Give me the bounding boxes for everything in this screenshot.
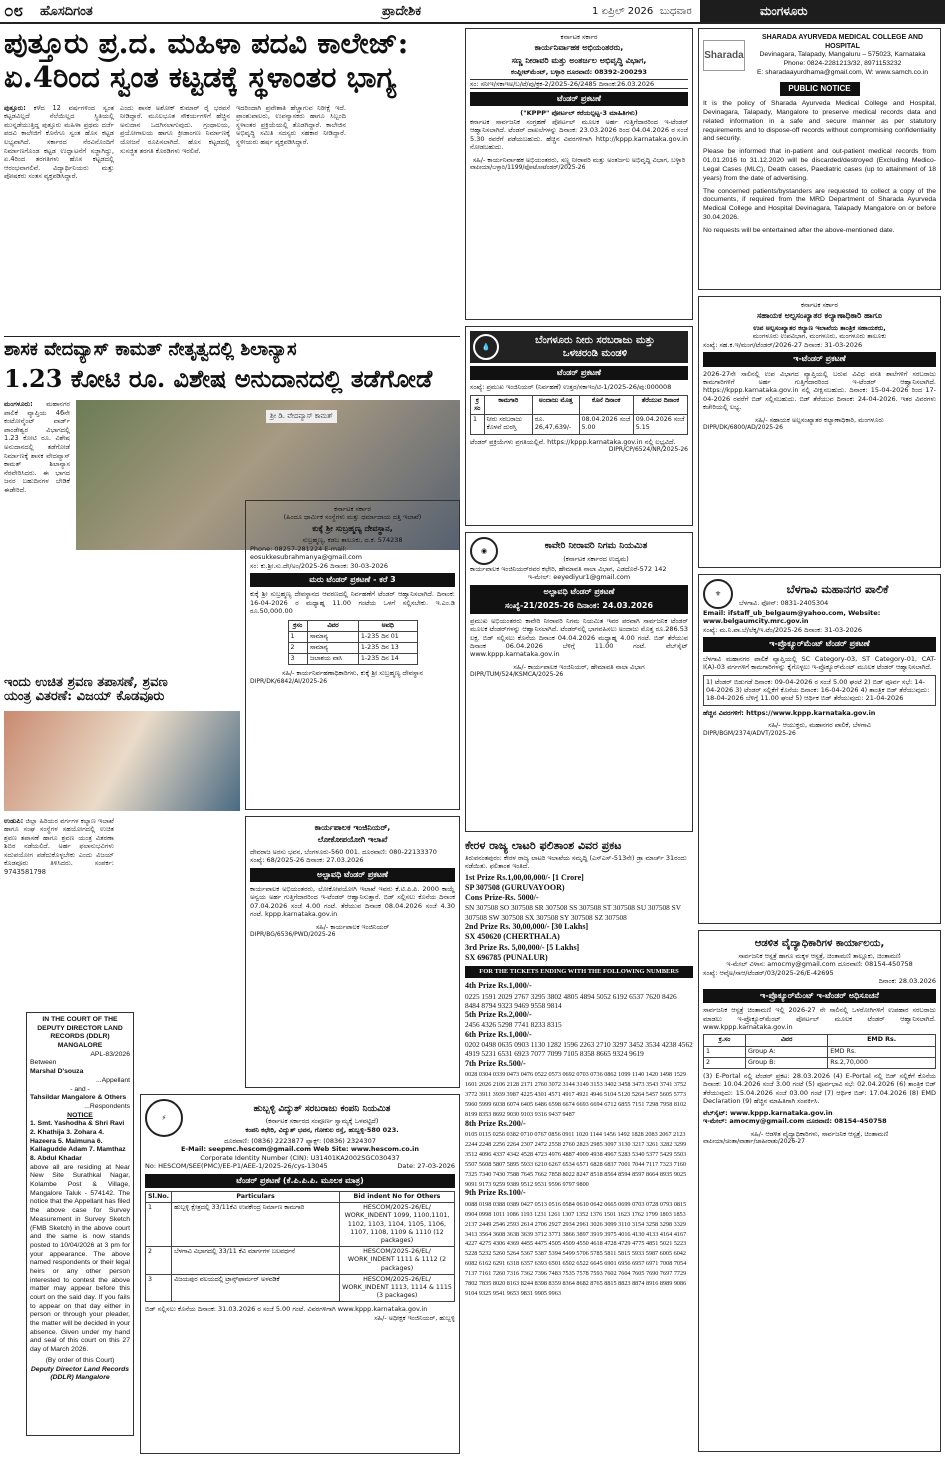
belagavi-logo-icon: ⚜: [703, 579, 733, 609]
belagavi-bar: ಇ-ಪ್ರೊಕ್ಯೂರ್‌ಮೆಂಟ್ ಟೆಂಡರ್ ಪ್ರಕಟಣೆ: [703, 637, 936, 651]
mi-body: ಕರ್ನಾಟಕ ಸಾರ್ವಜನಿಕ ಸಂಗ್ರಹಣೆ ಪೋರ್ಟಲ್ ಮೂಲಕ ಅರ್ಹ ಗುತ್ತಿಗೆದಾರರಿಂದ ಇ-ಟೆಂಡರ್ ಆಹ್ವಾನಿಸಲಾಗಿದೆ. ಟೆಂಡರ್ ದಾಖಲೆಗಳನ್ನು ದಿನಾಂಕ: 23.03.2026 ರಿಂದ 04.04.2026 ರ ಸಂಜೆ 5.30 ರವರೆಗೆ ಪಡೆಯಬಹುದು. ಹೆಚ್ಚಿನ ವಿವರಗಳಿಗಾಗಿ http://kppp.karnataka.gov.in ನೋಡಬಹುದು.: [470, 117, 688, 152]
kaveri-sign: ಸಹಿ/- ಕಾರ್ಯಪಾಲಕ ಇಂಜಿನಿಯರ್, ಹೇಮಾವತಿ ನಾಲಾ ವಿಭಾಗ: [513, 662, 645, 671]
masthead: [0, 0, 945, 24]
sharada-phone: Phone: 0824-2281213/32, 8971153232: [783, 60, 902, 68]
kaveri-address: ಕಾರ್ಯಪಾಲಕ ಇಂಜಿನಿಯರ್‌ರವರ ಕಛೇರಿ, ಹೇಮಾವತಿ ನಾಲಾ ವಿಭಾಗ, ಎಡದೊರೆ-572 142: [470, 565, 667, 573]
lottery-p9: 9th Prize Rs.100/-: [465, 1188, 526, 1198]
hosp-sub: ಸಾರ್ವಜನಿಕ ಆಸ್ಪತ್ರೆ ಹಾಗೂ ಮಕ್ಕಳ ಆಸ್ಪತ್ರೆ, ಚಿಂತಾಮಣಿ ತಾಲ್ಲೂಕು, ಚಿಂತಾಮಣಿ: [738, 952, 901, 960]
kaveri-email: ಇ-ಮೇಲ್: eeyediyur1@gmail.com: [527, 573, 631, 582]
story-college: [4, 28, 460, 328]
belagavi-web2: ಹೆಚ್ಚಿನ ವಿವರಗಳಿಗೆ: https://www.kppp.karnataka.gov.in: [703, 708, 876, 717]
sharada-name: SHARADA AYURVEDA MEDICAL COLLEGE AND HOSPITAL: [761, 34, 923, 51]
lottery-p5: 5th Prize Rs.2,000/-: [465, 1010, 532, 1020]
belagavi-list: 1) ಟೆಂಡರ್ ಬಿಡುಗಡೆ ದಿನಾಂಕ: 09-04-2026 ರ ಸಂಜೆ 5.00 ಘಂಟೆ 2) ಬಿಡ್ ಪೂರ್ವ ಸಭೆ: 14-04-2026 3) ಟೆಂಡರ್ ಸಲ್ಲಿಕೆಗೆ ಕೊನೆಯ ದಿನಾಂಕ: 16-04-2026 4) ತಾಂತ್ರಿಕ ಬಿಡ್ ತೆರೆಯುವುದು: 18-04-2026 ಬೆಳಿಗ್ಗೆ 11.00 ಘಂಟೆ 5) ಆರ್ಥಿಕ ಬಿಡ್ ತೆರೆಯುವುದು: 21-04-2026: [703, 675, 936, 706]
hescom-ref-no: No: HESCOM/SEE(PMC)/EE-P1/AEE-1/2025-26/cys-13045: [145, 1162, 328, 1171]
hescom-bar: ಟೆಂಡರ್ ಪ್ರಕಟಣೆ (ಕೆ.ಪಿ.ಪಿ.ಪಿ. ಮೂಲಕ ಮಾತ್ರ): [145, 1174, 455, 1188]
hescom-table: [145, 1191, 455, 1302]
cell: ಸಾಮಾನ್ಯ: [307, 643, 358, 654]
court-notice-title: NOTICE: [67, 1111, 93, 1119]
section-title: ಪ್ರಾದೇಶಿಕ: [382, 4, 422, 19]
story-wall-dateline: ಮಂಗಳೂರು:: [4, 400, 33, 409]
cell: 1: [288, 631, 307, 642]
hescom-ref-date: Date: 27-03-2026: [397, 1162, 455, 1171]
sharada-notice: PUBLIC NOTICE: [780, 82, 860, 96]
table-row: [146, 1247, 455, 1275]
mw-dipr: DIPR/DK/6800/AD/2025-26: [703, 424, 783, 432]
lottery-bar: FOR THE TICKETS ENDING WITH THE FOLLOWING NUMBERS: [465, 966, 693, 978]
pwd-sign: ಸಹಿ/- ಕಾರ್ಯಪಾಲಕ ಇಂಜಿನಿಯರ್: [315, 922, 390, 931]
mi-dept: ಸಣ್ಣ ನೀರಾವರಿ ಮತ್ತು ಅಂತರ್ಜಲ ಅಭಿವೃದ್ಧಿ ವಿಭಾಗ,: [511, 55, 647, 65]
cell: 1-235 ದಿನ 13: [358, 643, 417, 654]
lottery-p2: 2nd Prize Rs. 30,00,000/- [30 Lakhs]: [465, 922, 589, 932]
belagavi-sign: ಸಹಿ/- ಆಯುಕ್ತರು, ಮಹಾನಗರ ಪಾಲಿಕೆ, ಬೆಳಗಾವಿ: [768, 721, 871, 730]
bwssb-ref: ಸಂಖ್ಯೆ: ಪ್ರಮುಖ ಇಂಜಿನಿಯರ್ (ನಿರ್ವಹಣೆ) ಉತ್ತರ/ಸಕಾಇಂ/ಟಿ-1/2025-26/ಪು:000008: [470, 383, 672, 392]
court-and: - and -: [70, 1085, 90, 1093]
belagavi-dipr: DIPR/BGM/2374/ADVT/2025-26: [703, 729, 796, 737]
lottery-p6-numbers: 0202 0498 0635 0903 1130 1282 1596 2263 2710 3297 3452 3534 4238 4562 4919 5231 6531 6923 7077 7099 7105 8358 8665 9324 9619: [465, 1040, 693, 1059]
kukke-org: ಕರ್ನಾಟಕ ಸರ್ಕಾರ: [334, 505, 371, 513]
hescom-email: E-Mail: seepmc.hescom@gmail.com Web Site: www.hescom.co.in: [180, 1145, 420, 1154]
mi-dipr: ವಾಪೀಯಾ/ಬಳ್ಳಾರಿ/1199/ಫೋಟೋಟೆಂಡರ್/2025-26: [470, 164, 586, 172]
mw-sign: ಸಹಿ/- ಸಹಾಯಕ ಅಲ್ಪಸಂಖ್ಯಾತರ ಕಲ್ಯಾಣಾಧಿಕಾರಿ, ಮಂಗಳೂರು: [755, 415, 884, 424]
page-number: ೦೮: [4, 1, 24, 21]
story-wall-kicker: ಶಾಸಕ ವೇದವ್ಯಾಸ್ ಕಾಮತ್ ನೇತೃತ್ವದಲ್ಲಿ ಶಿಲಾನ್ಯಾಸ: [4, 339, 297, 360]
kukke-th: ಅವಧಿ: [358, 620, 417, 631]
cell: ಜಲಾಶಯ ವಾಸಿ: [307, 654, 358, 665]
belagavi-title: ಬೆಳಗಾವಿ ಮಹಾನಗರ ಪಾಲಿಕೆ: [786, 582, 889, 596]
hosp-sign: ಸಹಿ/- ಆಡಳಿತ ವೈದ್ಯಾಧಿಕಾರಿಗಳು, ಸಾರ್ವಜನಿಕ ಆಸ್ಪತ್ರೆ, ಚಿಂತಾಮಣಿ: [750, 1129, 889, 1138]
cell: HESCOM/2025-26/EL/ WORK_INDENT 1099, 1100,1101, 1102, 1103, 1104, 1105, 1106, 1107, 1108, 1109 & 1110 (12 packages): [340, 1203, 455, 1247]
kukke-sub: (ಹಿಂದೂ ಧಾರ್ಮಿಕ ಸಂಸ್ಥೆಗಳು ಮತ್ತು ಧರ್ಮಾದಾಯ ದತ್ತಿ ಇಲಾಖೆ): [283, 513, 422, 522]
lottery-p1: 1st Prize Rs.1,00,00,000/- [1 Crore]: [465, 872, 584, 882]
sharada-p1: It is the policy of Sharada Ayurveda Medical College and Hospital, Devinagara, Talapady, Mangalore to preserve medical records data and related information in a safe and secure manner as per statutory requirements and to dispose-off records without compromising confidentiality and security.: [703, 100, 936, 143]
cell: 2: [146, 1247, 172, 1275]
court-respondent-role: ...Respondents: [84, 1102, 130, 1110]
kaveri-title: ಕಾವೇರಿ ನೀರಾವರಿ ನಿಗಮ ನಿಯಮಿತ: [544, 540, 648, 551]
mw-ref: ಸಂಖ್ಯೆ: ಸಹ.ಕ.ಇ/ಮಂಗ/ಟೆಂಡರ್/2026-27 ದಿನಾಂಕ: 31-03-2026: [703, 340, 863, 349]
hosp-list: (3) E-Portal ನಲ್ಲಿ ಟೆಂಡರ್ ಪ್ರಕಟ: 28.03.2026 (4) E-Portal ನಲ್ಲಿ ಬಿಡ್ ಸಲ್ಲಿಕೆಗೆ ಕೊನೆಯ ದಿನಾಂಕ: 10.04.2026 ಸಂಜೆ 3.00 ಗಂಟೆ (5) ಪೂರ್ವಭಾವಿ ಸಭೆ: 02.04.2026 (6) ತಾಂತ್ರಿಕ ಬಿಡ್ ತೆರೆಯುವುದು: 15.04.2026 ಸಂಜೆ 03.00 ಗಂಟೆ (7) ಆರ್ಥಿಕ ಬಿಡ್: 17.04.2026 (8) EMD Declaration (9) ಹೆಚ್ಚಿನ ಮಾಹಿತಿಗಾಗಿ ಸಂಪರ್ಕಿಸಿ.: [703, 1071, 936, 1106]
mi-org: ಕರ್ನಾಟಕ ಸರ್ಕಾರ: [560, 33, 598, 41]
table-row: [704, 1057, 936, 1068]
mw-title: ಸಹಾಯಕ ಅಲ್ಪಸಂಖ್ಯಾತರ ಕಲ್ಯಾಣಾಧಿಕಾರಿ ಹಾಗೂ: [757, 311, 882, 321]
bwssb-bar: ಟೆಂಡರ್ ಪ್ರಕಟಣೆ: [470, 366, 688, 380]
kukke-temple: ಕುಕ್ಕೆ ಶ್ರೀ ಸುಬ್ರಹ್ಮಣ್ಯ ದೇವಸ್ಥಾನ,: [312, 523, 393, 533]
lottery-p7-numbers: 0028 0304 0339 0473 0476 0522 0573 0692 0703 0736 0862 1099 1140 1420 1498 1529 1601 2026 2106 2128 2171 2760 3072 3144 3149 3153 3402 3458 3473 3543 3741 3752 3772 3911 3939 3987 4225 4301 4571 4917 4921 4946 5104 5120 5264 5457 5605 5773 5960 5999 6038 6074 6405 6486 6598 6674 6693 6694 6712 6855 7151 7298 7958 8102 8199 8353 8692 9030 9103 9316 9437 9487: [465, 1070, 687, 1118]
story-wall-photo-banner: ಶ್ರೀ ಡಿ. ವೇದವ್ಯಾಸ್ ಕಾಮತ್: [266, 410, 337, 423]
lottery-p4: 4th Prize Rs.1,000/-: [465, 981, 532, 991]
cell: ಬೆಳಗಾವಿ ವಿಭಾಗದಲ್ಲಿ 33/11 ಕೆವಿ ಮಾರ್ಗಗಳ ಬಲವರ್ಧನೆ: [172, 1247, 340, 1275]
court-notice: [26, 1012, 134, 1436]
bwssb-footer: ಟೆಂಡರ್ ಪ್ರಕ್ರಿಯೆಗಳು ಪ್ರಗತಿಯಲ್ಲಿವೆ. https://kppp.karnataka.gov.in ನಲ್ಲಿ ಲಭ್ಯವಿದೆ.: [470, 437, 676, 446]
court-sign-1: (By order of this Court): [45, 1356, 115, 1364]
ad-kukke-temple: [245, 500, 460, 810]
ad-belagavi: [698, 574, 941, 924]
ad-pwd: [245, 816, 460, 1088]
table-row: [704, 1046, 936, 1057]
court-names: 1. Smt. Yashodha & Shri Ravi 2. Khathija 3. Zohara 4. Hazeera 5. Maimuna 6. Kallagudde Adam 7. Mamthaz 8. Abdul Khadar: [30, 1120, 126, 1162]
story-college-headline-2: ಏ.4ರಿಂದ ಸ್ವಂತ ಕಟ್ಟಡಕ್ಕೆ ಸ್ಥಳಾಂತರ ಭಾಗ್ಯ: [4, 59, 397, 94]
cell: 1: [146, 1203, 172, 1247]
cell: Group A:: [745, 1046, 827, 1057]
ad-hescom: [140, 1094, 460, 1454]
mw-office: ಉಪ ಅಲ್ಪಸಂಖ್ಯಾತರ ಕಲ್ಯಾಣ ಇಲಾಖೆಯ ತಾಂತ್ರಿಕ ಸಹಾಯಕರು,: [753, 323, 886, 332]
table-row: [146, 1203, 455, 1247]
cell: 1-235 ದಿನ 01: [358, 631, 417, 642]
story-hearing: [4, 676, 240, 1006]
hescom-th: Bid indent No for Others: [340, 1192, 455, 1203]
bwssb-th: ಕೊನೆ ದಿನಾಂಕ: [579, 395, 633, 414]
hosp-web: ವೆಬ್‌ಸೈಟ್: www.kppp.karnataka.gov.in: [703, 1108, 833, 1117]
cell: ಸಾಮಾನ್ಯ: [307, 631, 358, 642]
lottery-cons-winners: SN 307508 SO 307508 SR 307508 SS 307508 ST 307508 SU 307508 SV 307508 SW 307508 SX 307508 SY 307508 SZ 307508: [465, 903, 681, 922]
court-body: above all are residing at Near New Site Surathkal Nagar, Kolambe Post & Village, Mangalore Taluk - 574142. The notice that the Appellant has filed the above case for Survey Measurement in Survey Sketch (FMB Sketch) in the above court and the same is now stands posted to 10/04/2026 at 3 pm for your appearance. The above named respondents or their legal heirs or any other person interested to contest the above matter may appear before this court on the said day. If you fails to appear on that day either in person or through your pleader, the matter will be decided in your absence. Given under my hand and seal of this court on this 27 day of March 2026.: [30, 1163, 130, 1354]
kukke-contact: Phone: 08257-281224 E-mail: eosukkesubrahmanya@gmail.com: [250, 544, 362, 562]
kukke-dipr: DIPR/DK/6842/AI/2025-26: [250, 677, 328, 685]
story-hearing-photo: [4, 711, 240, 811]
kaveri-dipr: DIPR/TUM/524/KSMCA/2025-26: [470, 671, 564, 679]
cell: ನೀರು ಸರಬರಾಜು ಕೊಳವೆ ದುರಸ್ತಿ: [484, 415, 532, 434]
bwssb-title-2: ಒಳಚರಂಡಿ ಮಂಡಳಿ: [562, 348, 628, 359]
newspaper-name: ಹೊಸದಿಗಂತ: [40, 4, 93, 19]
pwd-address: ದೇವರಾಜ ಅರಸು ಭವನ, ಬೆಂಗಳೂರು-560 001. ದೂರವಾಣಿ: 080-22133370: [250, 847, 437, 856]
hescom-cin: Corporate Identity Number (CIN): U31401KA2002SGC030437: [200, 1153, 400, 1162]
bwssb-th: ಕ್ರ ಸಂ: [471, 395, 485, 414]
kukke-bar: ಮರು ಟೆಂಡರ್ ಪ್ರಕಟಣೆ - ಕರೆ 3: [250, 573, 455, 587]
cell: EMD Rs.: [828, 1046, 936, 1057]
cell: 1: [704, 1046, 746, 1057]
lottery-p8: 8th Prize Rs.200/-: [465, 1118, 526, 1128]
sharada-address: Devinagara, Talapady, Mangaluru – 575023, Karnataka: [759, 51, 926, 59]
hescom-th: Particulars: [172, 1192, 340, 1203]
kukke-th: ಕ್ರಸಂ: [288, 620, 307, 631]
hosp-ref: ಸಂಖ್ಯೆ: ಆವೈಅ/ಸಾಆ/ಟೆಂಡರ್/03/2025-26/E-42695: [703, 968, 834, 977]
mw-org: ಕರ್ನಾಟಕ ಸರ್ಕಾರ: [801, 301, 838, 309]
ad-sharada: [698, 28, 941, 290]
kaveri-logo-icon: ◉: [470, 537, 498, 565]
cell: 1: [471, 415, 485, 434]
lottery-p9-numbers: 0088 0198 0388 0389 0427 0513 0516 0584 0610 0642 0665 0699 0703 0728 0793 0815 0904 0998 1011 1086 1193 1231 1261 1307 1352 1376 1501 1623 1762 1799 1803 1853 2137 2449 2546 2593 2614 2706 2927 2934 2961 3026 3099 3110 3154 3258 3298 3329 3413 3564 3608 3638 3639 3712 3771 3866 3897 3919 3975 4016 4130 4133 4164 4167 4227 4275 4306 4369 4455 4475 4505 4509 4550 4618 4728 4729 4775 4851 5021 5223 5228 5232 5260 5264 5367 5387 5394 5499 5706 5785 5811 5815 5933 5987 6005 6042 6082 6162 6291 6318 6357 6393 6501 6502 6522 6645 6901 6956 6957 6971 7008 7054 7137 7161 7260 7316 7362 7396 7483 7535 7578 7593 7602 7604 7605 7690 7697 7729 7802 7835 8020 8163 8244 8398 8359 8364 8682 8765 8815 8823 8874 8916 8989 9086 9104 9325 9541 9653 9831 9905 9963: [465, 1200, 687, 1298]
bwssb-th: ಕಾಮಗಾರಿ: [484, 395, 532, 414]
mw-address: ಮಂಗಳೂರು ಉಪವಿಭಾಗ, ಮಂಗಳೂರು, ಮಂಗಳೂರು ತಾಲೂಕು: [752, 332, 887, 341]
edition-city: ಮಂಗಳೂರು: [700, 0, 945, 22]
kukke-th: ವಿವರ: [307, 620, 358, 631]
ad-minor-irrigation: [465, 28, 693, 320]
story-hearing-headline-2: ಯಂತ್ರ ವಿತರಣೆ: ವಿಜಯ್ ಕೊಡವೂರು: [4, 689, 165, 705]
mi-address: ಕಂಪ್ಲೀಟ್‌ಮೆಂಟ್, ಬಳ್ಳಾರಿ ದೂರವಾಣಿ: 08392-200293: [511, 68, 647, 77]
hosp-email: ಇ-ಮೇಲ್ ವಿಳಾಸ: amocmy@gmail.com ದೂರವಾಣಿ: 08154-450758: [726, 960, 913, 969]
kukke-sign: ಸಹಿ/- ಕಾರ್ಯನಿರ್ವಹಣಾಧಿಕಾರಿಗಳು, ಕುಕ್ಕೆ ಶ್ರೀ ಸುಬ್ರಹ್ಮಣ್ಯ ದೇವಸ್ಥಾನ: [282, 669, 423, 678]
lottery-p5-numbers: 2456 4326 5298 7741 8233 8315: [465, 1020, 562, 1030]
lottery-p3: 3rd Prize Rs. 5,00,000/- [5 Lakhs]: [465, 942, 580, 952]
sharada-p3: The concerned patients/bystanders are requested to collect a copy of the documents, if required from the MRD Department of Sharada Ayurveda Medical College and Hospital Devinagara, Talapady Mangalore on or before 30.04.2026.: [703, 187, 936, 221]
story-wall-headline: 1.23 ಕೋಟಿ ರೂ. ವಿಶೇಷ ಅನುದಾನದಲ್ಲಿ ತಡೆಗೋಡೆ: [4, 363, 433, 393]
hescom-sign: ಸಹಿ/- ಅಧೀಕ್ಷಕ ಇಂಜಿನಿಯರ್, ಹುಬ್ಬಳ್ಳಿ: [374, 1313, 455, 1322]
cell: 3: [288, 654, 307, 665]
court-sign-2: Deputy Director Land Records (DDLR) Mangalore: [30, 1365, 130, 1382]
cell: ವಿಜಯಪುರ ವಲಯದಲ್ಲಿ ಟ್ರಾನ್ಸ್‌ಫಾರ್ಮರ್ ಅಳವಡಿಕೆ: [172, 1274, 340, 1302]
table-row: [146, 1274, 455, 1302]
story-hearing-headline-1: ಇಂದು ಉಚಿತ ಶ್ರವಣ ತಪಾಸಣೆ, ಶ್ರವಣ: [4, 675, 168, 690]
story-college-col3: ಇದರಿಂದಾಗಿ ಪ್ರವೇಶಾತಿ ಹೆಚ್ಚಾಗುವ ನಿರೀಕ್ಷೆ ಇದೆ. ಪ್ರಾಂಶುಪಾಲರು, ಉಪನ್ಯಾಸಕರು ಹಾಗೂ ಸಿಬ್ಬಂದಿ ಸ್ಥಳಾಂತರ ಪ್ರಕ್ರಿಯೆಯಲ್ಲಿ ತೊಡಗಿದ್ದಾರೆ. ಕಾಲೇಜಿನ ಅಭಿವೃದ್ಧಿ ಸಮಿತಿ ಸದಸ್ಯರು ಸಹಕಾರ ನೀಡಿದ್ದಾರೆ. ಸ್ಥಳೀಯರು ಹರ್ಷ ವ್ಯಕ್ತಪಡಿಸಿದ್ದಾರೆ.: [236, 103, 346, 147]
hescom-address: ಕಂಪನಿ ಕಛೇರಿ, ವಿದ್ಯುತ್ ಭವನ, ಗೋಕುಲ ರಸ್ತೆ, ಹುಬ್ಬಳ್ಳಿ-580 023.: [245, 1125, 399, 1134]
kaveri-sub: (ಕರ್ನಾಟಕ ಸರ್ಕಾರದ ಉದ್ಯಮ): [563, 554, 629, 563]
hescom-logo-icon: ⚡: [145, 1099, 183, 1137]
belagavi-ref: ಸಂಖ್ಯೆ: ಮ.ನಿ.ಪಾ.ಬೆ/ಲೆಕ್ಕ/ಇ.ಟೆಂ/2025-26 ದಿನಾಂಕ: 31-03-2026: [703, 625, 863, 634]
sharada-p4: No requests will be entertained after the above-mentioned date.: [703, 226, 895, 234]
lottery-p2-winner: SX 450620 (CHERTHALA): [465, 932, 560, 942]
belagavi-body: ಬೆಳಗಾವಿ ಮಹಾನಗರ ಪಾಲಿಕೆ ವ್ಯಾಪ್ತಿಯಲ್ಲಿ SC Category-03, ST Category-01, CAT-I(A)-03 ವರ್ಗಗಳಿಗೆ ಕಾಮಗಾರಿಗಳನ್ನು ಕೈಗೊಳ್ಳಲು ಇ-ಪ್ರೊಕ್ಯೂರ್‌ಮೆಂಟ್ ಮೂಲಕ ಟೆಂಡರ್ ಆಹ್ವಾನಿಸಲಾಗಿದೆ.: [703, 654, 936, 672]
kukke-ref: ಸಂ: ಕು.ಶ್ರೀ.ಸು.ದೇ/ಅಂ/2025-26 ದಿನಾಂಕ: 30-03-2026: [250, 561, 389, 570]
pwd-title: ಕಾರ್ಯಪಾಲಕ ಇಂಜಿನಿಯರ್,: [314, 823, 391, 832]
story-college-col2: ಎಂದು ಶಾಸಕ ಅಶೋಕ್ ಕುಮಾರ್ ರೈ ಭರವಸೆ ನೀಡಿದ್ದಾರೆ. ಮೂಲಭೂತ ಸೌಕರ್ಯಗಳಿಗೆ ಹೆಚ್ಚಿನ ಅನುದಾನ ಒದಗಿಸಲಾಗುವುದು. ಗ್ರಂಥಾಲಯ, ಪ್ರಯೋಗಾಲಯ ಹಾಗೂ ಕ್ರೀಡಾಂಗಣ ನಿರ್ಮಾಣಕ್ಕೆ ಯೋಜನೆ ರೂಪಿಸಲಾಗಿದೆ. ಹೊಸ ಕಟ್ಟಡದಲ್ಲಿ ಸುಸಜ್ಜಿತ ತರಗತಿ ಕೊಠಡಿಗಳು ಇರಲಿವೆ.: [120, 103, 230, 155]
cell: 2: [704, 1057, 746, 1068]
kukke-place: ಸುಬ್ರಹ್ಮಣ್ಯ, ಕಡಬ ತಾಲೂಕು, ದ.ಕ. 574238: [302, 536, 403, 545]
court-respondent: Tahsildar Mangalore & Others: [30, 1094, 127, 1102]
mi-office: ಕಾರ್ಯನಿರ್ವಾಹಕ ಅಭಿಯಂತರರು,: [534, 43, 624, 53]
hosp-table: [703, 1034, 936, 1069]
hosp-contact: ಇ-ಮೇಲ್: amocmy@gmail.com ದೂರವಾಣಿ: 08154-450758: [703, 1117, 887, 1126]
sharada-email: E: sharadaayurdhama@gmail.com, W: www.samch.co.in: [756, 68, 929, 76]
hosp-th: ಕ್ರ.ಸಂ: [704, 1035, 746, 1046]
table-row: [288, 643, 417, 654]
bwssb-th: ತೆರೆಯುವ ದಿನಾಂಕ: [633, 395, 687, 414]
pwd-dipr: DIPR/BG/6536/PWD/2025-26: [250, 931, 336, 939]
hescom-sub: (ಕರ್ನಾಟಕ ಸರ್ಕಾರದ ಸಂಪೂರ್ಣ ಸ್ವಾಮ್ಯಕ್ಕೆ ಒಳಪಟ್ಟಿದೆ): [265, 1117, 379, 1126]
sharada-p2: Please be informed that in-patient and out-patient medical records from 01.01.2016 to 31.12.2020 will be discarded/destroyed (Excluding Medico-Legal Cases (MLC), Death cases, Paediatric cases (up to attainment of 18 years) from the date of advertising.: [703, 148, 936, 182]
pwd-bar: ಅಲ್ಪಾವಧಿ ಟೆಂಡರ್ ಪ್ರಕಟಣೆ: [250, 868, 455, 882]
cell: 2: [288, 643, 307, 654]
mi-subtitle: ("KPPP" ಪೋರ್ಟಲ್ ಕರೆಯಲ್ಪಟ್ಟ-3 ಮಾಹಿತಿಗಳು): [520, 109, 638, 118]
hosp-date: ದಿನಾಂಕ: 28.03.2026: [878, 977, 936, 986]
ad-bwssb: [465, 326, 693, 526]
kukke-body: ಕುಕ್ಕೆ ಶ್ರೀ ಸುಬ್ರಹ್ಮಣ್ಯ ದೇವಸ್ಥಾನದ ಆವರಣದಲ್ಲಿ ನಿರ್ವಹಣೆಗೆ ಟೆಂಡರ್ ಆಹ್ವಾನಿಸಲಾಗಿದೆ. ದಿನಾಂಕ: 16-04-2026 ರ ಮಧ್ಯಾಹ್ನ 11.00 ಗಂಟೆಯ ಒಳಗೆ ಸಲ್ಲಿಸಬೇಕು. ಇ.ಎಂ.ಡಿ ರೂ.50,000.00: [250, 590, 455, 616]
mi-ref: ಸಂ: ಸನೀಇ/ಸಕಾಇಅ/ಬ/ಟೆ/ಪು/ಕ್ರಕ-2/2025-26/2485 ದಿನಾಂಕ:26.03.2026: [470, 79, 688, 89]
story-college-col1: ಕಳೆದ 12 ವರ್ಷಗಳಿಂದ ಸ್ವಂತ ಕಟ್ಟಡವಿಲ್ಲದೆ ನೆಲೆಯಿಲ್ಲದ ಸ್ಥಿತಿಯಲ್ಲಿ ಮುನ್ನಡೆಯುತ್ತಿದ್ದ ಪುತ್ತೂರು ಮಹಿಳಾ ಪ್ರಥಮ ದರ್ಜೆ ಪದವಿ ಕಾಲೇಜಿಗೆ ಕೊನೆಗೂ ಸ್ವಂತ ಹೊಸ ಕಟ್ಟಡ ಲಭ್ಯವಾಗಿದೆ. ಸರ್ಕಾರದ ನೆರವಿನೊಂದಿಗೆ ನಿರ್ಮಾಣಗೊಂಡ ಕಟ್ಟಡ ಉದ್ಘಾಟನೆಗೆ ಸಜ್ಜಾಗಿದ್ದು, ಏ.4ರಿಂದ ತರಗತಿಗಳು ಹೊಸ ಕಟ್ಟಡದಲ್ಲಿ ಆರಂಭವಾಗಲಿವೆ. ವಿದ್ಯಾರ್ಥಿನಿಯರು ಮತ್ತು ಪೋಷಕರು ಸಂತಸ ವ್ಯಕ್ತಪಡಿಸಿದ್ದಾರೆ.: [4, 103, 114, 181]
story-hearing-text: ಜಿಲ್ಲಾ ಹಿರಿಯರ ವರ್ಗಗಳ ಕಲ್ಯಾಣ ಇಲಾಖೆ ಹಾಗೂ ಸಂಘ ಸಂಸ್ಥೆಗಳ ಸಹಯೋಗದಲ್ಲಿ ಉಚಿತ ಶ್ರವಣ ತಪಾಸಣೆ ಹಾಗೂ ಶ್ರವಣ ಯಂತ್ರ ವಿತರಣಾ ಶಿಬಿರ ನಡೆಯಲಿದೆ. ಅರ್ಹ ಫಲಾನುಭವಿಗಳು ಸದುಪಯೋಗ ಪಡೆದುಕೊಳ್ಳಬೇಕು ಎಂದು ವಿಜಯ್ ಕೊಡವೂರು ತಿಳಿಸಿದರು. ಸಂಪರ್ಕ: 9743581798: [4, 816, 114, 876]
bwssb-title-1: ಬೆಂಗಳೂರು ನೀರು ಸರಬರಾಜು ಮತ್ತು: [535, 335, 655, 346]
pwd-ref: ಸಂಖ್ಯೆ: 68/2025-26 ದಿನಾಂಕ: 27.03.2026: [250, 856, 364, 865]
pwd-dept: ಲೋಕೋಪಯೋಗಿ ಇಲಾಖೆ: [317, 835, 388, 845]
lottery-p7: 7th Prize Rs.500/-: [465, 1058, 526, 1068]
cell: HESCOM/2025-26/EL/ WORK_INDENT 1111 & 1112 (2 packages): [340, 1247, 455, 1275]
cell: 3: [146, 1274, 172, 1302]
mw-bar: ಇ-ಟೆಂಡರ್ ಪ್ರಕಟಣೆ: [703, 352, 936, 366]
cell: ರೂ. 26,47,639/-: [532, 415, 579, 434]
ad-minority-welfare: [698, 296, 941, 568]
hosp-body: ಸಾರ್ವಜನಿಕ ಆಸ್ಪತ್ರೆ ಚಿಂತಾಮಣಿ ಇಲ್ಲಿ 2026-27 ನೇ ಸಾಲಿನಲ್ಲಿ ಒಳರೋಗಿಗಳಿಗೆ ಉಪಹಾರ ಸರಬರಾಜು ಮಾಡಲು ಇ-ಪ್ರೊಕ್ಯೂರ್‌ಮೆಂಟ್ ಪೋರ್ಟಲ್ ಮೂಲಕ ಟೆಂಡರ್ ಆಹ್ವಾನಿಸಲಾಗಿದೆ. www.kppp.karnataka.gov.in: [703, 1006, 936, 1032]
masthead-date: 1 ಏಪ್ರಿಲ್ 2026: [592, 6, 654, 17]
court-between: Between: [30, 1059, 57, 1067]
belagavi-address: ಬೆಳಗಾವಿ. ಫೋನ್: 0831-2405304: [739, 598, 829, 607]
table-row: [471, 415, 688, 434]
cell: 1-235 ದಿನ 14: [358, 654, 417, 665]
ad-kaveri: [465, 532, 693, 832]
lottery-p3-winner: SX 696785 (PUNALUR): [465, 952, 548, 962]
kaveri-bar-2: ಸಂಖ್ಯೆ-21/2025-26 ದಿನಾಂಕ: 24.03.2026: [470, 599, 688, 613]
lottery-p6: 6th Prize Rs.1,000/-: [465, 1029, 532, 1039]
lottery-title: ಕೇರಳ ರಾಜ್ಯ ಲಾಟರಿ ಫಲಿತಾಂಶ ವಿವರ ಪ್ರಕಟ: [465, 840, 622, 852]
story-college-dateline: ಪುತ್ತೂರು:: [4, 103, 26, 112]
hosp-th: EMD Rs.: [828, 1035, 936, 1046]
court-heading: IN THE COURT OF THE DEPUTY DIRECTOR LAND RECORDS (DDLR) MANGALORE: [37, 1016, 123, 1050]
cell: ಹುಬ್ಬಳ್ಳಿ ಕ್ಷೇತ್ರದಲ್ಲಿ 33/11ಕೆವಿ ಉಪಕೇಂದ್ರ ನಿರ್ಮಾಣ ಕಾಮಗಾರಿ: [172, 1203, 340, 1247]
hosp-title: ಆಡಳಿತ ವೈದ್ಯಾಧಿಕಾರಿಗಳ ಕಾರ್ಯಾಲಯ,: [754, 938, 885, 949]
lottery-p8-numbers: 0105 0115 0256 0382 0710 0767 0856 0911 1020 1144 1456 1492 1828 2083 2067 2123 2244 2248 2256 2264 2307 2472 2558 2760 2823 2985 3097 3130 3217 3261 3282 3299 3512 4096 4337 4342 4528 4723 4976 4887 4909 4938 4967 5283 5340 5377 5429 5503 5507 5608 5807 5895 5933 6210 6267 6534 6571 6828 6837 7001 7044 7117 7323 7160 7325 7340 7430 7588 7645 7662 7858 8022 8247 8518 8564 8594 8597 8664 8935 9025 9091 9173 9259 9389 9512 9531 9596 9797 9800: [465, 1130, 687, 1188]
story-college-headline-1: ಪುತ್ತೂರು ಪ್ರ.ದ. ಮಹಿಳಾ ಪದವಿ ಕಾಲೇಜ್:: [4, 26, 409, 60]
kaveri-body: ಪ್ರಮುಖ ಅಭಿಯಂತರರು ಕಾವೇರಿ ನೀರಾವರಿ ನಿಗಮ ನಿಯಮಿತ ಇವರ ಪರವಾಗಿ ಸಾರ್ವಜನಿಕ ಟೆಂಡರ್ ಮೂಲಕ ಟೆಂಡರ್‌ಗಳನ್ನು ಆಹ್ವಾನಿಸಲಾಗಿದೆ. ಟೆಂಡರ್‌ನಲ್ಲಿ ಭಾಗವಹಿಸಲು ಅಂದಾಜು ಮೊತ್ತ ರೂ.286.53 ಲಕ್ಷ. ಬಿಡ್ ಸಲ್ಲಿಸಲು ಕೊನೆಯ ದಿನಾಂಕ 04.04.2026 ಮಧ್ಯಾಹ್ನ 4.00 ಗಂಟೆ. ಬಿಡ್ ತೆರೆಯುವ ದಿನಾಂಕ 06.04.2026 ಬೆಳಿಗ್ಗೆ 11.00 ಗಂಟೆ. ವೆಬ್‌ಸೈಟ್ www.kppp.karnataka.gov.in: [470, 616, 688, 659]
lottery-intro: ತಿರುವನಂತಪುರಂ: ಕೇರಳ ರಾಜ್ಯ ಲಾಟರಿ ಇಲಾಖೆಯ ಸಮೃದ್ಧಿ (ಎಸ್‌ಎಸ್-513ನೇ) ಡ್ರಾ ಮಾರ್ಚ್ 31ರಂದು ನಡೆಯಿತು. ಫಲಿತಾಂಶ ಇಂತಿದೆ.: [465, 854, 687, 871]
hosp-th: ವಿವರ: [745, 1035, 827, 1046]
table-row: [288, 654, 417, 665]
pwd-body: ಕಾರ್ಯಪಾಲಕ ಅಭಿಯಂತರರು, ಲೋಕೋಪಯೋಗಿ ಇಲಾಖೆ ಇವರು ಕೆ.ಟಿ.ಪಿ.ಪಿ. 2000 ಕಾಯ್ದೆ ಅನ್ವಯ ಅರ್ಹ ಗುತ್ತಿಗೆದಾರರಿಂದ ಇ-ಟೆಂಡರ್ ಆಹ್ವಾನಿಸುತ್ತಾರೆ. ಬಿಡ್ ಸಲ್ಲಿಸಲು ಕೊನೆಯ ದಿನಾಂಕ 07.04.2026 ಸಂಜೆ 4.00 ಗಂಟೆ. ತೆರೆಯುವ ದಿನಾಂಕ 08.04.2026 ಸಂಜೆ 4.30 ಗಂಟೆ. kppp.karnataka.gov.in: [250, 885, 455, 919]
bwssb-th: ಅಂದಾಜು ಮೊತ್ತ: [532, 395, 579, 414]
belagavi-web: Email: ifstaff_ub_belgaum@yahoo.com, Website: www.belgaumcity.mrc.gov.in: [703, 609, 881, 626]
cell: 08.04.2026 ಸಂಜೆ 5.00: [579, 415, 633, 434]
divider: [4, 336, 460, 337]
bwssb-dipr: DIPR/CP/6524/NR/2025-26: [608, 445, 688, 453]
kaveri-bar-1: ಅಲ್ಪಾವಧಿ ಟೆಂಡರ್ ಪ್ರಕಟಣೆ: [470, 585, 688, 599]
masthead-day: ಬುಧವಾರ: [660, 6, 692, 17]
hescom-title: ಹುಬ್ಬಳ್ಳಿ ವಿದ್ಯುತ್ ಸರಬರಾಜು ಕಂಪನಿ ನಿಯಮಿತ: [253, 1103, 391, 1114]
hescom-footer: ಬಿಡ್ ಸಲ್ಲಿಸಲು ಕೊನೆಯ ದಿನಾಂಕ: 31.03.2026 ರ ಸಂಜೆ 5.00 ಗಂಟೆ. ವಿವರಗಳಿಗಾಗಿ www.kppp.karnataka.gov.in: [145, 1305, 428, 1314]
sharada-logo: Sharada: [703, 40, 745, 71]
hosp-bar: ಇ-ಪ್ರೊಕ್ಯೂರ್‌ಮೆಂಟ್ ಇ-ಟೆಂಡರ್ ಅಧಿಸೂಚನೆ: [703, 989, 936, 1003]
story-wall-text: ಮಹಾನಗರ ಪಾಲಿಕೆ ವ್ಯಾಪ್ತಿಯ 46ನೇ ಕಂಟೋನ್ಮೆಂಟ್ ವಾರ್ಡ್ ಪಾಂಡೇಶ್ವರ ವಿಭಾಗದಲ್ಲಿ 1.23 ಕೋಟಿ ರೂ. ವಿಶೇಷ ಅನುದಾನದಲ್ಲಿ ತಡೆಗೋಡೆ ನಿರ್ಮಾಣಕ್ಕೆ ಶಾಸಕ ವೇದವ್ಯಾಸ್ ಕಾಮತ್ ಶಿಲಾನ್ಯಾಸ ನೆರವೇರಿಸಿದರು. ಈ ಭಾಗದ ಜನರ ಬಹುದಿನಗಳ ಬೇಡಿಕೆ ಈಡೇರಿದೆ.: [4, 400, 70, 494]
bwssb-logo-icon: 💧: [473, 334, 499, 360]
court-appellant-role: ...Appellant: [95, 1076, 130, 1084]
mw-body: 2026-27ನೇ ಸಾಲಿನಲ್ಲಿ ಉಪ ವಿಭಾಗದ ವ್ಯಾಪ್ತಿಯಲ್ಲಿ ಬರುವ ವಿವಿಧ ವಸತಿ ಶಾಲೆಗಳಿಗೆ ಸರಬರಾಜು ಕಾಮಗಾರಿಗಳಿಗೆ ಅರ್ಹ ಗುತ್ತಿಗೆದಾರರಿಂದ ಇ-ಟೆಂಡರ್ ಆಹ್ವಾನಿಸಲಾಗಿದೆ. https://kppp.karnataka.gov.in ನಲ್ಲಿ ವೀಕ್ಷಿಸಬಹುದು. ದಿನಾಂಕ: 15-04-2026 ರಿಂದ 17-04-2026 ರವರೆಗೆ ಬಿಡ್ ಸಲ್ಲಿಸಬಹುದು. ಬಿಡ್ ತೆರೆಯುವ ದಿನಾಂಕ: 24-04-2026. ಇತರ ವಿವರಗಳು ಕಚೇರಿಯಲ್ಲಿ ಲಭ್ಯ.: [703, 369, 936, 412]
cell: 09.04.2026 ಸಂಜೆ 5.15: [633, 415, 687, 434]
court-appellant: Marshal D'souza: [30, 1068, 84, 1076]
bwssb-table: [470, 395, 688, 435]
table-row: [288, 631, 417, 642]
ad-hospital-chintamani: [698, 930, 941, 1452]
hosp-dipr: ವಾಪೀಯಾ/ಚಿಂತಾ/ವಾರ್ತಾ/ಜಾಹೀರಾತು/2026-27: [703, 1138, 805, 1146]
hescom-th: Sl.No.: [146, 1192, 172, 1203]
cell: Group B:: [745, 1057, 827, 1068]
mi-title: ಟೆಂಡರ್ ಪ್ರಕಟಣೆ: [470, 92, 688, 106]
lottery-results: [465, 840, 693, 1452]
cell: Rs.2,70,000: [828, 1057, 936, 1068]
hescom-phone: ದೂರವಾಣಿ: (0836) 2223877 ಫ್ಯಾಕ್ಸ್: (0836) 2324307: [224, 1137, 376, 1145]
mi-sign: ಸಹಿ/- ಕಾರ್ಯನಿರ್ವಾಹಕ ಅಭಿಯಂತರರು, ಸಣ್ಣ ನೀರಾವರಿ ಮತ್ತು ಅಂತರ್ಜಲ ಅಭಿವೃದ್ಧಿ ವಿಭಾಗ, ಬಳ್ಳಾರಿ: [472, 155, 686, 164]
cell: HESCOM/2025-26/EL/ WORK_INDENT 1113, 1114 & 1115 (3 packages): [340, 1274, 455, 1302]
lottery-p1-winner: SP 307508 (GURUVAYOOR): [465, 882, 565, 892]
court-case-no: APL-83/2026: [90, 1050, 130, 1058]
story-hearing-dateline: ಉಡುಪಿ:: [4, 816, 24, 825]
lottery-cons: Cons Prize-Rs. 5000/-: [465, 893, 539, 903]
kukke-table: [288, 620, 418, 666]
lottery-p4-numbers: 0225 1591 2029 2767 3295 3802 4805 4894 5052 6192 6537 7620 8426 8484 8794 9323 9469 9558 9814: [465, 991, 677, 1010]
